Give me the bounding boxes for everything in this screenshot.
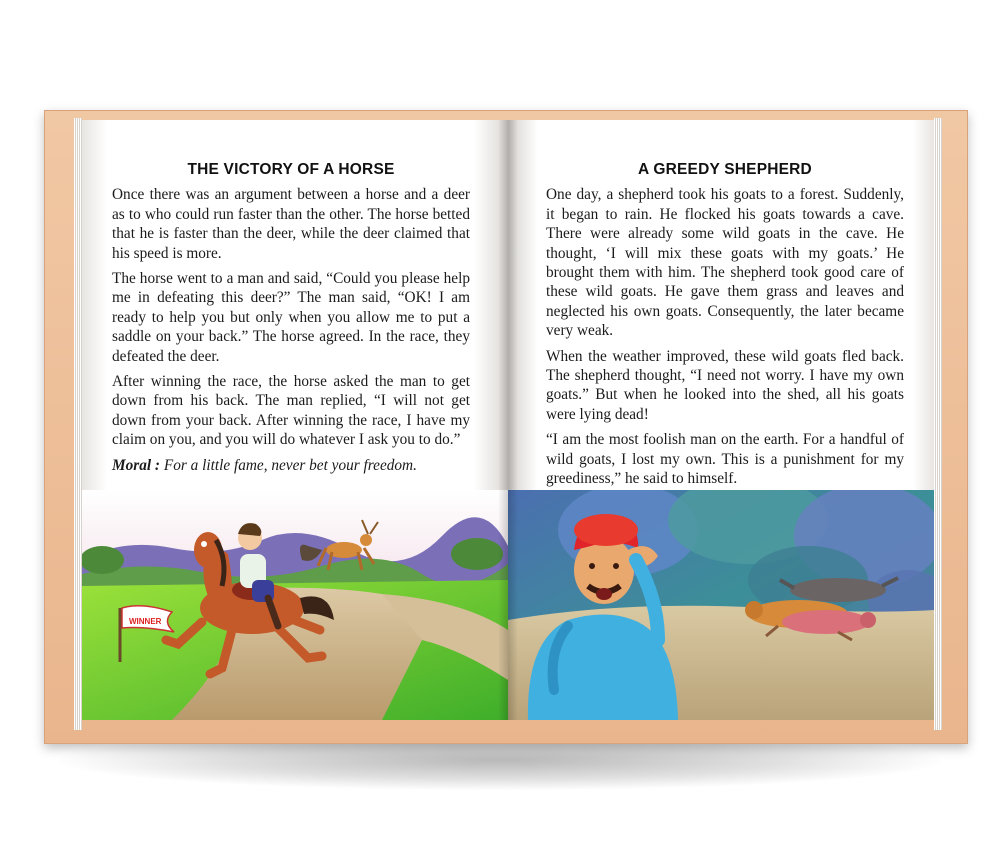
right-paragraph-2: When the weather improved, these wild goats fled back. The shepherd thought, “I need not worry. I have my own goats.” But when he looked into the shed, all his goats were lying dead! [546,347,904,423]
left-moral-text: For a little fame, never bet your freedom. [163,456,417,474]
winner-flag-text: WINNER [129,617,162,626]
right-story [546,160,904,533]
left-moral [112,456,470,475]
left-paragraph-2: The horse went to a man and said, “Could you please help me in defeating this deer?” The man said, “OK! I am ready to help you but only when you allow me to put a saddle on your back.” The horse agreed. In the race, they defeated the deer. [112,270,470,365]
page-stack-right [934,118,942,730]
left-paragraph-3: After winning the race, the horse asked the man to get down from his back. The man replied, “I will not get down from your back. After winning the race, I have my claim on you, and you will do whatever I ask you to do.” [112,373,470,449]
horse-race-illustration [82,490,508,720]
left-story-title: THE VICTORY OF A HORSE [187,161,395,178]
left-paragraph-1: Once there was an argument between a horse and a deer as to who could run faster than the other. The horse betted that he is faster than the deer, while the deer claimed that his speed is more. [112,186,470,262]
shepherd-illustration [508,490,934,720]
right-page [508,120,934,720]
right-story-title: A GREEDY SHEPHERD [638,161,812,178]
page-stack-left [74,118,82,730]
left-moral-label: Moral : [112,456,161,474]
right-paragraph-1: One day, a shepherd took his goats to a forest. Suddenly, it began to rain. He flocked his goats towards a cave. There were already some wild goats in the cave. He thought, ‘I will mix these goats with my goats.’ He brought them with him. The shepherd took good care of these wild goats. He gave them grass and leaves and neglected his own goats. Consequently, the later became very weak. [546,186,904,340]
shepherd-scene [508,490,934,720]
left-page [82,120,508,720]
horse-race-scene [82,490,508,720]
left-story [112,160,470,475]
right-paragraph-3: “I am the most foolish man on the earth. For a handful of wild goats, I lost my own. This is a punishment for my greediness,” he said to himself. [546,431,904,488]
